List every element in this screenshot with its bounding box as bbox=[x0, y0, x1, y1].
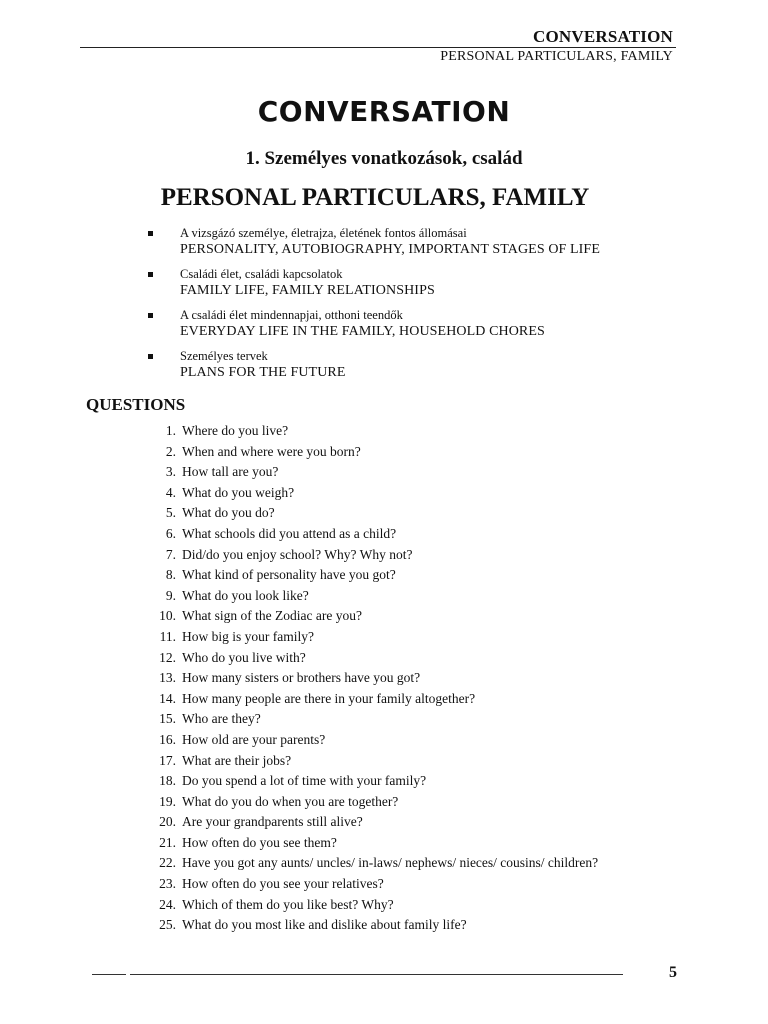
footer-rule bbox=[92, 974, 126, 975]
question-text: Which of them do you like best? Why? bbox=[182, 896, 394, 912]
question-item bbox=[140, 524, 700, 545]
page-footer bbox=[0, 960, 768, 990]
question-number: 24. bbox=[159, 896, 176, 912]
question-item bbox=[140, 545, 700, 566]
topic-hungarian: A vizsgázó személye, életrajza, életének fontos állomásai bbox=[180, 226, 467, 240]
question-number: 15. bbox=[159, 711, 176, 727]
question-text: How often do you see your relatives? bbox=[182, 876, 384, 892]
question-number: 14. bbox=[159, 690, 176, 706]
question-text: What do you weigh? bbox=[182, 484, 295, 500]
question-number: 21. bbox=[159, 834, 176, 850]
bullet-icon bbox=[148, 354, 153, 359]
question-number: 3. bbox=[165, 464, 176, 480]
question-text: Do you spend a lot of time with your family? bbox=[182, 773, 427, 789]
page-title: CONVERSATION bbox=[257, 95, 511, 128]
topic-hungarian: Családi élet, családi kapcsolatok bbox=[180, 267, 343, 281]
question-number: 9. bbox=[165, 587, 176, 603]
question-number: 17. bbox=[159, 752, 176, 768]
question-item bbox=[140, 668, 700, 689]
question-list bbox=[140, 421, 700, 936]
question-text: Did/do you enjoy school? Why? Why not? bbox=[182, 546, 413, 562]
question-number: 12. bbox=[159, 649, 176, 665]
question-number: 2. bbox=[165, 443, 176, 459]
question-number: 18. bbox=[159, 773, 176, 789]
topic-english: PLANS FOR THE FUTURE bbox=[180, 365, 346, 380]
footer-rule bbox=[130, 974, 623, 975]
question-number: 4. bbox=[165, 484, 176, 500]
section-title-english: PERSONAL PARTICULARS, FAMILY bbox=[160, 184, 590, 211]
question-item bbox=[140, 627, 700, 648]
question-text: What schools did you attend as a child? bbox=[182, 525, 397, 541]
question-item bbox=[140, 483, 700, 504]
question-number: 11. bbox=[159, 628, 176, 644]
question-number: 13. bbox=[159, 670, 176, 686]
question-number: 6. bbox=[165, 525, 176, 541]
bullet-icon bbox=[148, 231, 153, 236]
question-text: What do you do when you are together? bbox=[182, 793, 399, 809]
question-number: 1. bbox=[165, 423, 176, 438]
question-item bbox=[140, 462, 700, 483]
question-text: Have you got any aunts/ uncles/ in-laws/ nephews/ nieces/ cousins/ children? bbox=[182, 855, 599, 871]
question-number: 20. bbox=[159, 814, 176, 830]
question-number: 7. bbox=[165, 546, 176, 562]
topic-item bbox=[148, 349, 708, 381]
question-text: Who do you live with? bbox=[182, 649, 306, 665]
question-item bbox=[140, 771, 700, 792]
topic-english: PERSONALITY, AUTOBIOGRAPHY, IMPORTANT STAGES OF LIFE bbox=[180, 242, 600, 257]
question-item bbox=[140, 689, 700, 710]
question-text: How many people are there in your family altogether? bbox=[182, 690, 476, 706]
question-item bbox=[140, 442, 700, 463]
question-text: Where do you live? bbox=[182, 423, 289, 438]
question-item bbox=[140, 586, 700, 607]
question-text: Are your grandparents still alive? bbox=[182, 814, 363, 830]
question-item bbox=[140, 606, 700, 627]
questions-heading: QUESTIONS bbox=[86, 395, 186, 414]
question-number: 19. bbox=[159, 793, 176, 809]
topic-hungarian: Személyes tervek bbox=[180, 349, 268, 363]
question-item bbox=[140, 895, 700, 916]
question-number: 10. bbox=[159, 608, 176, 624]
question-item bbox=[140, 565, 700, 586]
question-text: What kind of personality have you got? bbox=[182, 567, 396, 583]
question-text: How many sisters or brothers have you got? bbox=[182, 670, 421, 686]
topic-list bbox=[148, 226, 708, 390]
question-number: 16. bbox=[159, 731, 176, 747]
topic-english: EVERYDAY LIFE IN THE FAMILY, HOUSEHOLD CHORES bbox=[180, 324, 545, 339]
question-text: Who are they? bbox=[182, 711, 261, 727]
question-item bbox=[140, 915, 700, 936]
question-number: 8. bbox=[165, 567, 176, 583]
question-number: 5. bbox=[165, 505, 176, 521]
running-head bbox=[0, 0, 768, 70]
question-text: How tall are you? bbox=[182, 464, 279, 480]
question-item bbox=[140, 833, 700, 854]
question-text: What do you most like and dislike about family life? bbox=[182, 917, 467, 933]
question-number: 25. bbox=[159, 917, 176, 933]
question-item bbox=[140, 421, 700, 442]
question-item bbox=[140, 648, 700, 669]
bullet-icon bbox=[148, 272, 153, 277]
question-text: What are their jobs? bbox=[182, 752, 292, 768]
page-number: 5 bbox=[669, 964, 677, 981]
question-text: What do you look like? bbox=[182, 587, 309, 603]
topic-item bbox=[148, 226, 708, 258]
topic-english: FAMILY LIFE, FAMILY RELATIONSHIPS bbox=[180, 283, 435, 298]
question-item bbox=[140, 792, 700, 813]
topic-hungarian: A családi élet mindennapjai, otthoni teendők bbox=[180, 308, 403, 322]
question-number: 23. bbox=[159, 876, 176, 892]
question-number: 22. bbox=[159, 855, 176, 871]
question-text: What do you do? bbox=[182, 505, 275, 521]
question-item bbox=[140, 730, 700, 751]
running-head-rule bbox=[80, 47, 676, 48]
running-head-subtitle: PERSONAL PARTICULARS, FAMILY bbox=[440, 49, 673, 64]
question-text: When and where were you born? bbox=[182, 443, 361, 459]
question-text: How old are your parents? bbox=[182, 731, 326, 747]
question-text: How often do you see them? bbox=[182, 834, 337, 850]
question-item bbox=[140, 503, 700, 524]
running-head-title: CONVERSATION bbox=[533, 27, 673, 46]
topic-item bbox=[148, 308, 708, 340]
question-item bbox=[140, 853, 700, 874]
question-item bbox=[140, 751, 700, 772]
question-item bbox=[140, 874, 700, 895]
question-item bbox=[140, 812, 700, 833]
section-title-hungarian: 1. Személyes vonatkozások, család bbox=[245, 148, 523, 169]
question-text: How big is your family? bbox=[182, 628, 314, 644]
topic-item bbox=[148, 267, 708, 299]
question-text: What sign of the Zodiac are you? bbox=[182, 608, 362, 624]
question-item bbox=[140, 709, 700, 730]
bullet-icon bbox=[148, 313, 153, 318]
